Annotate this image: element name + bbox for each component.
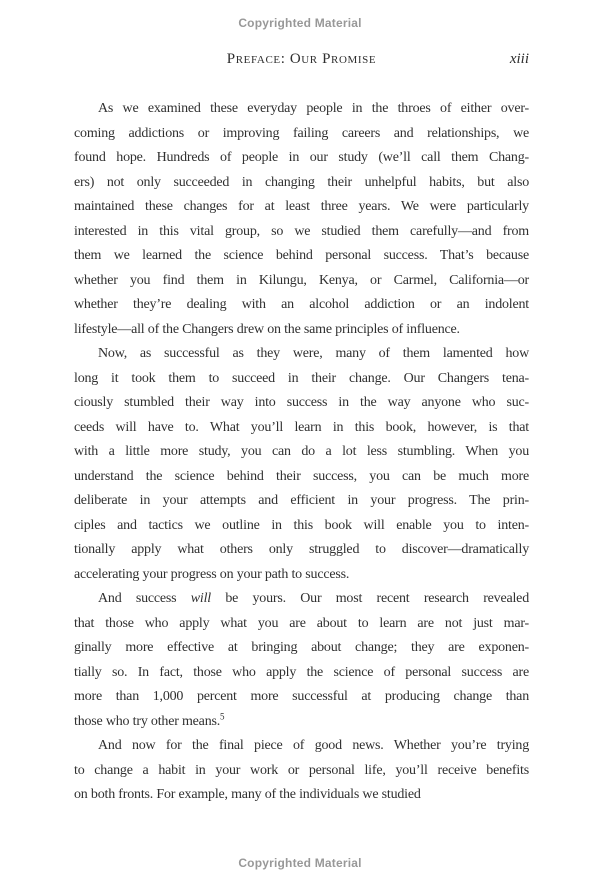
body-line: understand the science behind their success, you can be much more [74,468,529,484]
page-number: xiii [509,51,529,67]
body-line: ceeds will have to. What you’ll learn in this book, however, is that [74,419,529,435]
body-line: ers) not only succeeded in changing their unhelpful habits, but also [74,174,529,190]
body-line: more than 1,000 percent more successful at producing change than [74,689,529,704]
body-line: whether you find them in Kilungu, Kenya, or Carmel, California—or [74,272,529,288]
body-line: ginally more effective at bringing about change; they are exponen- [74,640,529,655]
copyright-watermark-top: Copyrighted Material [238,16,362,30]
body-line: that those who apply what you are about to learn are not just mar- [74,615,529,631]
body-line: maintained these changes for at least three years. We were particularly [74,199,529,214]
body-line: accelerating your progress on your path to success. [74,566,350,582]
paragraph [74,342,529,587]
body-line: ciples and tactics we outline in this book will enable you to inten- [74,517,529,533]
body-line: deliberate in your attempts and efficient in your progress. The prin- [74,493,529,508]
paragraph [74,97,529,342]
body-line: coming addictions or improving failing careers and relationships, we [74,125,529,141]
body-line: those who try other means.$^5$ [74,710,225,729]
body-line: on both fronts. For example, many of the individuals we studied [74,787,421,802]
paragraph [74,587,529,734]
page-header [74,51,529,71]
body-line: tionally apply what others only struggled to discover—dramatically [74,542,529,557]
body-line: found hope. Hundreds of people in our study (we’ll call them Chang- [74,150,529,165]
body-line: to change a habit in your work or personal life, you’ll receive benefits [74,762,529,778]
body-line: them we learned the science behind personal success. That’s because [74,248,529,263]
body-line: And now for the final piece of good news. Whether you’re trying [98,738,529,753]
body-line: And success will be yours. Our most recent research revealed [98,591,529,606]
body-line: lifestyle—all of the Changers drew on the same principles of influence. [74,321,460,337]
body-line: tially so. In fact, those who apply the science of personal success are [74,664,529,680]
paragraph [74,734,529,808]
body-line: ciously stumbled their way into success in the way anyone who suc- [74,395,529,410]
body-line: whether they’re dealing with an alcohol addiction or an indolent [74,297,529,312]
body-line: long it took them to succeed in their change. Our Changers tena- [74,370,529,386]
copyright-watermark-bottom: Copyrighted Material [238,856,362,870]
body-line: with a little more study, you can do a lot less stumbling. When you [74,444,529,459]
body-line: interested in this vital group, so we studied them carefully—and from [74,223,529,239]
body-line: As we examined these everyday people in the throes of either over- [98,101,529,116]
chapter-running-head: Preface: Our Promise [226,51,377,67]
body-text [74,97,529,808]
body-line: Now, as successful as they were, many of them lamented how [98,346,529,361]
